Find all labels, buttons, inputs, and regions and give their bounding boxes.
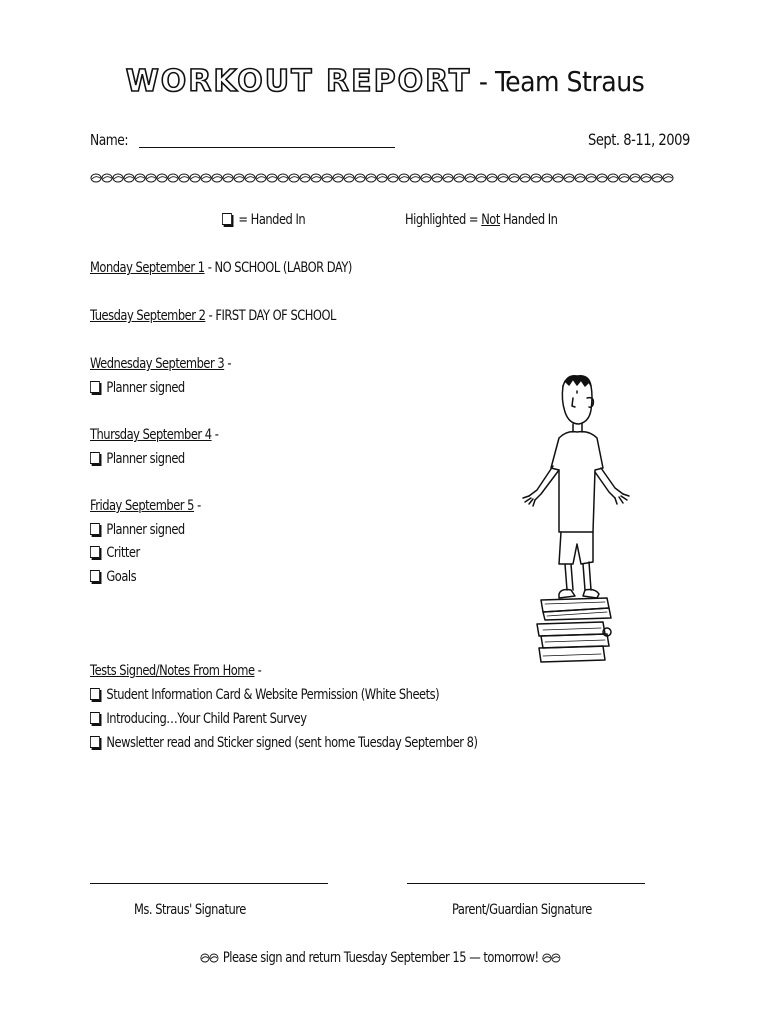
name-line bbox=[139, 147, 395, 148]
footer-note bbox=[200, 950, 561, 968]
item-label: Goals bbox=[106, 569, 137, 585]
list-item bbox=[90, 711, 307, 727]
list-item bbox=[90, 687, 439, 703]
item-label: Introducing…Your Child Parent Survey bbox=[106, 711, 307, 727]
item-label: Planner signed bbox=[106, 380, 185, 396]
tests-heading-text: Tests Signed/Notes From Home bbox=[90, 663, 255, 679]
list-item bbox=[90, 735, 477, 751]
checkbox-icon[interactable] bbox=[90, 381, 100, 393]
item-label: Planner signed bbox=[106, 451, 185, 467]
legend-highlighted bbox=[405, 212, 557, 228]
day-heading: Thursday September 4 bbox=[90, 427, 212, 443]
day-note: - NO SCHOOL (LABOR DAY) bbox=[204, 260, 352, 276]
parent-signature-label: Parent/Guardian Signature bbox=[452, 902, 592, 918]
tests-heading bbox=[90, 663, 261, 679]
day-heading: Wednesday September 3 bbox=[90, 356, 225, 372]
report-date: Sept. 8-11, 2009 bbox=[588, 130, 690, 149]
day-wednesday bbox=[90, 356, 231, 372]
parent-signature-line[interactable] bbox=[407, 883, 645, 884]
checkbox-icon[interactable] bbox=[90, 712, 100, 724]
item-label: Critter bbox=[106, 545, 140, 561]
day-note: - bbox=[224, 356, 232, 372]
list-item bbox=[90, 451, 185, 467]
item-label: Student Information Card & Website Permission (White Sheets) bbox=[106, 687, 440, 703]
name-label: Name: bbox=[90, 131, 128, 149]
page-title bbox=[0, 64, 770, 99]
day-monday bbox=[90, 260, 352, 276]
legend-highlighted-prefix: Highlighted = bbox=[405, 212, 482, 228]
day-note: - FIRST DAY OF SCHOOL bbox=[205, 308, 336, 324]
list-item bbox=[90, 545, 140, 561]
checkbox-icon[interactable] bbox=[90, 546, 100, 558]
checkbox-icon[interactable] bbox=[90, 736, 100, 748]
day-heading: Monday September 1 bbox=[90, 260, 205, 276]
checkbox-icon bbox=[222, 213, 232, 225]
legend-not-word: Not bbox=[481, 212, 500, 228]
checkbox-icon[interactable] bbox=[90, 452, 100, 464]
legend-handed-in-text: = Handed In bbox=[238, 212, 306, 228]
day-heading: Tuesday September 2 bbox=[90, 308, 206, 324]
leaf-ornament-icon bbox=[542, 952, 562, 968]
teacher-signature-line[interactable] bbox=[90, 883, 328, 884]
title-outline-text: WORKOUT REPORT bbox=[125, 64, 472, 99]
day-note: - bbox=[193, 498, 201, 514]
tests-heading-suffix: - bbox=[254, 663, 262, 679]
list-item bbox=[90, 522, 185, 538]
checkbox-icon[interactable] bbox=[90, 570, 100, 582]
item-label: Newsletter read and Sticker signed (sent home Tuesday September 8) bbox=[106, 735, 478, 751]
leaf-ornament-icon bbox=[90, 170, 674, 186]
day-tuesday bbox=[90, 308, 336, 324]
teacher-signature-label: Ms. Straus' Signature bbox=[134, 902, 246, 918]
footer-text: Please sign and return Tuesday September 15 — tomorrow! bbox=[222, 950, 539, 966]
day-note: - bbox=[211, 427, 219, 443]
list-item bbox=[90, 380, 185, 396]
day-thursday bbox=[90, 427, 218, 443]
checkbox-icon[interactable] bbox=[90, 523, 100, 535]
day-heading: Friday September 5 bbox=[90, 498, 194, 514]
legend-handed-in bbox=[222, 212, 305, 228]
day-friday bbox=[90, 498, 201, 514]
checkbox-icon[interactable] bbox=[90, 688, 100, 700]
list-item bbox=[90, 569, 136, 585]
title-team-text: - Team Straus bbox=[471, 65, 645, 98]
legend-highlighted-suffix: Handed In bbox=[499, 212, 558, 228]
boy-on-books-illustration bbox=[515, 372, 635, 672]
item-label: Planner signed bbox=[106, 522, 185, 538]
leaf-ornament-icon bbox=[200, 952, 220, 968]
